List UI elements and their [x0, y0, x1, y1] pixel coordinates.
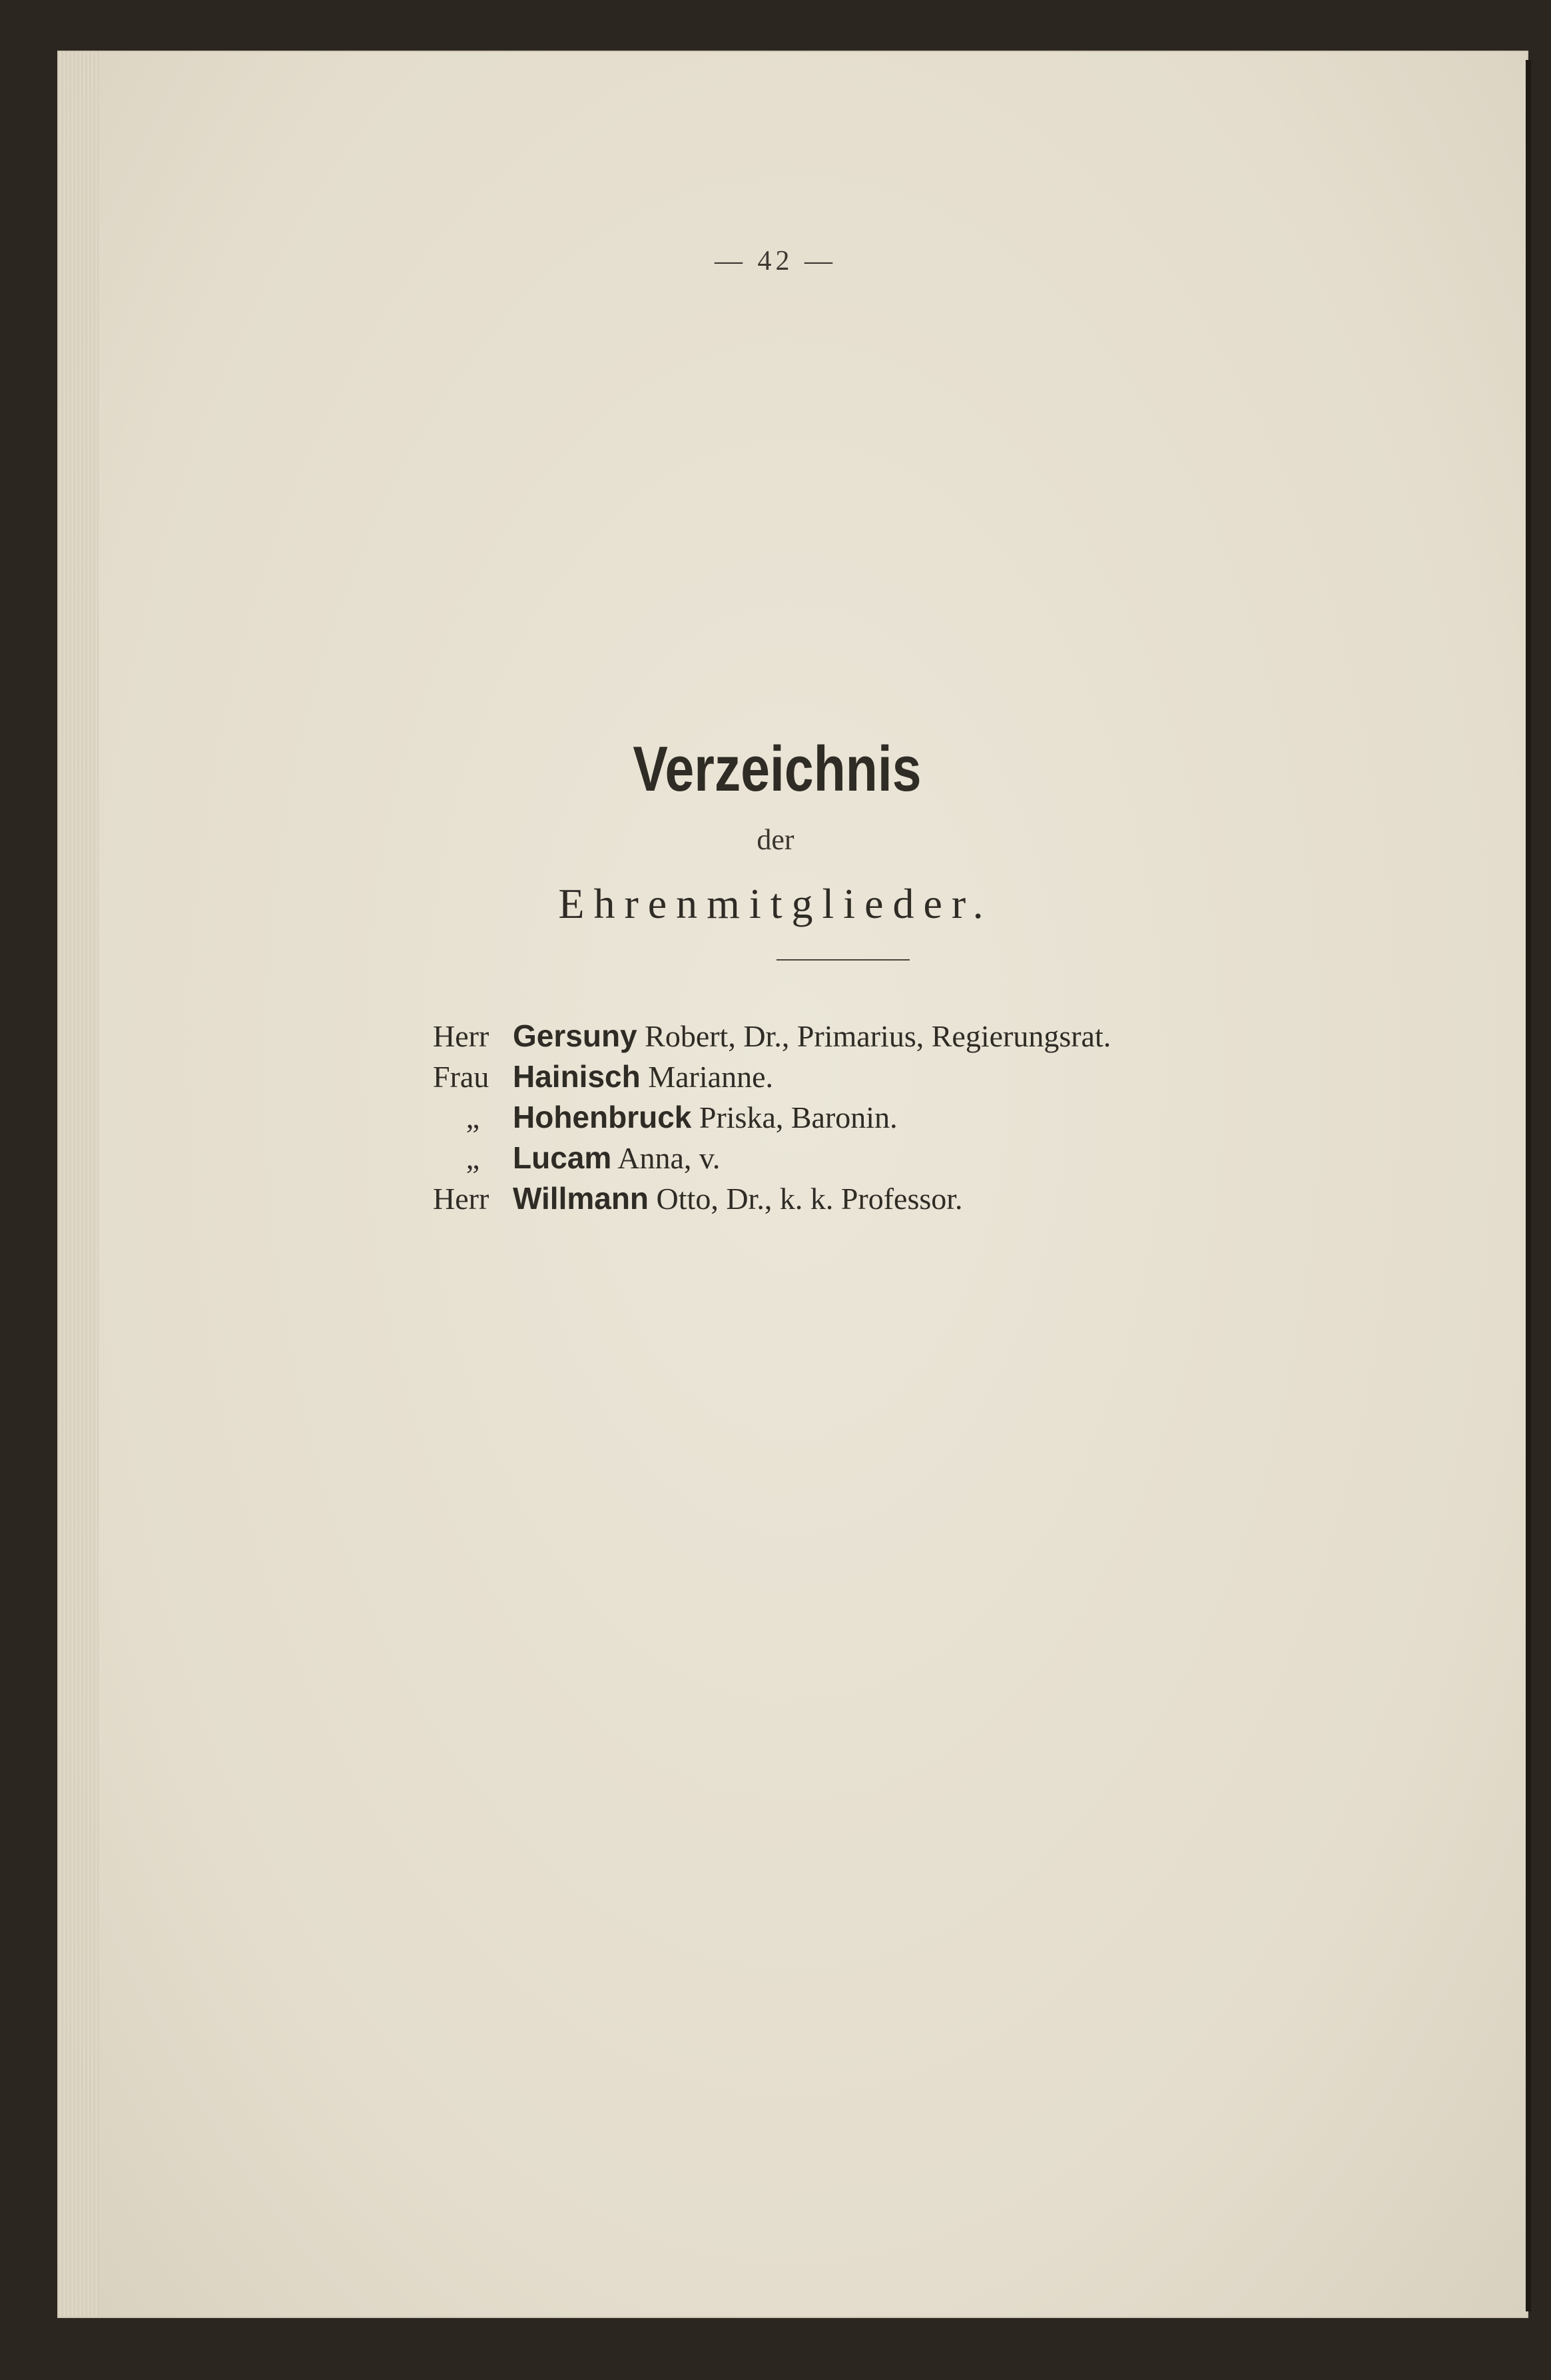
member-surname: Hainisch: [513, 1059, 641, 1094]
member-details: Priska, Baronin.: [699, 1100, 898, 1134]
member-entry: [433, 1056, 1111, 1097]
member-surname: Lucam: [513, 1140, 612, 1175]
member-prefix: „: [465, 1100, 480, 1134]
member-prefix: Herr: [433, 1019, 489, 1053]
page-title: Verzeichnis: [633, 733, 922, 805]
member-details: Marianne.: [648, 1060, 773, 1094]
member-details: Otto, Dr., k. k. Professor.: [656, 1182, 963, 1216]
member-details: Anna, v.: [617, 1141, 721, 1175]
member-surname: Willmann: [513, 1181, 649, 1216]
member-surname: Hohenbruck: [513, 1100, 692, 1134]
member-surname: Gersuny: [513, 1018, 637, 1053]
member-entry: [433, 1178, 1111, 1219]
page-stack-edge: [59, 52, 99, 2317]
member-details: Robert, Dr., Primarius, Regierungsrat.: [645, 1019, 1111, 1053]
member-entry: [433, 1097, 1111, 1138]
member-prefix: Herr: [433, 1182, 489, 1216]
member-entry: [433, 1138, 1111, 1178]
member-prefix: Frau: [433, 1060, 489, 1094]
member-entry: [433, 1016, 1111, 1056]
member-list: [433, 1016, 1111, 1219]
member-prefix: „: [465, 1141, 480, 1175]
page-shadow-edge: [1526, 60, 1531, 2311]
page-number: — 42 —: [715, 246, 836, 276]
divider-rule: [776, 959, 910, 961]
page-subtitle: Ehrenmitglieder.: [558, 880, 993, 927]
title-connector: der: [757, 823, 794, 856]
